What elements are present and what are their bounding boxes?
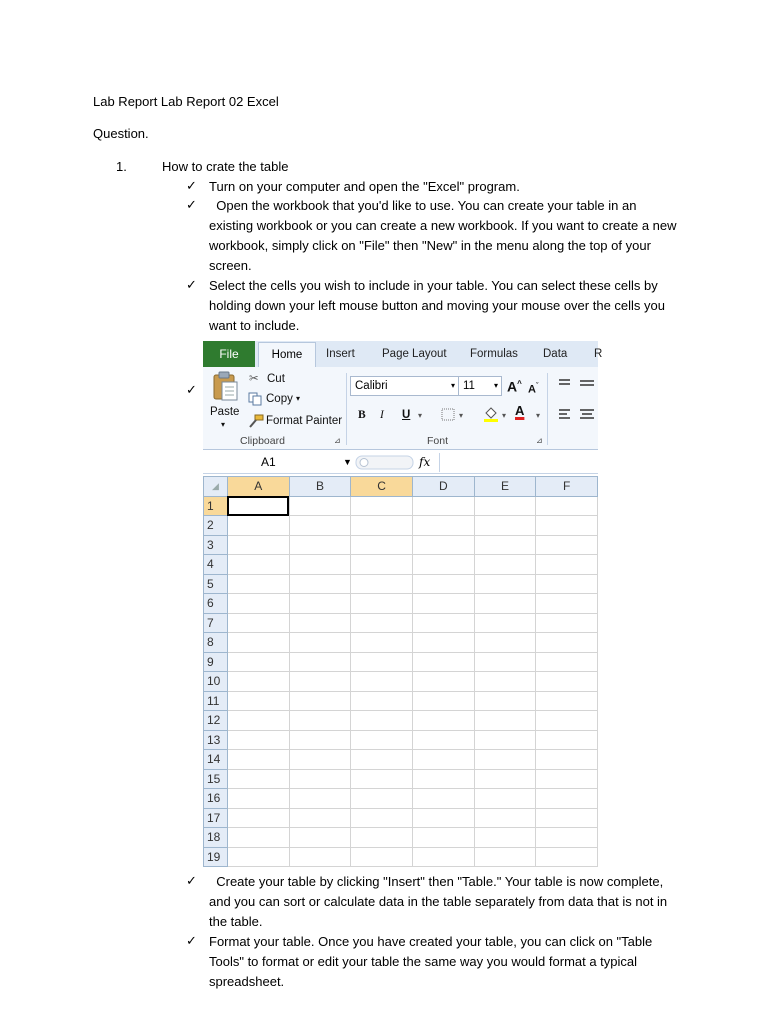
cell[interactable] [227, 652, 289, 672]
cell[interactable] [474, 789, 536, 809]
cell[interactable] [227, 789, 289, 809]
table-row [204, 730, 598, 750]
font-color-icon[interactable]: A [515, 403, 525, 418]
table-row [204, 633, 598, 653]
table-row [204, 496, 598, 516]
cell[interactable] [227, 691, 289, 711]
borders-icon[interactable] [441, 408, 455, 421]
active-cell[interactable] [227, 496, 289, 516]
cell[interactable] [351, 633, 413, 653]
name-box[interactable] [203, 453, 353, 472]
cell[interactable] [289, 496, 351, 516]
fill-color-icon[interactable] [482, 405, 500, 423]
cell[interactable] [289, 633, 351, 653]
table-row [204, 828, 598, 848]
cell[interactable] [412, 535, 474, 555]
name-box-value: A1 [261, 455, 276, 469]
cell[interactable] [227, 516, 289, 536]
cell[interactable] [474, 769, 536, 789]
cell[interactable] [474, 574, 536, 594]
cell[interactable] [536, 711, 598, 731]
check-icon: ✓ [186, 934, 197, 949]
column-header-a[interactable]: A [227, 477, 289, 497]
row-header[interactable]: 11 [204, 691, 228, 711]
row-header[interactable]: 6 [204, 594, 228, 614]
table-row [204, 750, 598, 770]
row-header[interactable]: 14 [204, 750, 228, 770]
cell[interactable] [474, 828, 536, 848]
cell[interactable] [474, 594, 536, 614]
question-label: Question. [93, 126, 149, 141]
formula-input[interactable] [439, 453, 599, 472]
row-header[interactable]: 12 [204, 711, 228, 731]
check-icon: ✓ [186, 198, 197, 213]
cell[interactable] [536, 594, 598, 614]
cell[interactable] [412, 691, 474, 711]
cell[interactable] [227, 828, 289, 848]
cell[interactable] [536, 730, 598, 750]
check-icon: ✓ [186, 179, 197, 194]
cell[interactable] [227, 847, 289, 867]
cell[interactable] [289, 730, 351, 750]
tab-page-layout[interactable]: Page Layout [382, 348, 447, 360]
cell[interactable] [289, 555, 351, 575]
cell[interactable] [351, 652, 413, 672]
chevron-down-icon[interactable]: ▼ [343, 457, 352, 467]
tab-insert[interactable]: Insert [326, 348, 355, 360]
cell[interactable] [536, 535, 598, 555]
cell[interactable] [289, 808, 351, 828]
divider [346, 373, 347, 445]
bold-button[interactable]: B [358, 409, 366, 421]
copy-icon[interactable] [248, 392, 263, 406]
cell[interactable] [536, 672, 598, 692]
column-header-b[interactable]: B [289, 477, 351, 497]
cell[interactable] [351, 516, 413, 536]
cell[interactable] [351, 750, 413, 770]
copy-dropdown-icon[interactable]: ▾ [296, 394, 301, 403]
format-painter-icon[interactable] [248, 414, 264, 428]
row-header[interactable]: 3 [204, 535, 228, 555]
cell[interactable] [474, 691, 536, 711]
cell[interactable] [536, 789, 598, 809]
paste-label[interactable]: Paste [210, 406, 240, 418]
cell[interactable] [474, 535, 536, 555]
cell[interactable] [536, 769, 598, 789]
cell[interactable] [412, 633, 474, 653]
italic-button[interactable]: I [380, 409, 384, 421]
cell[interactable] [412, 847, 474, 867]
row-header[interactable]: 19 [204, 847, 228, 867]
cell[interactable] [289, 574, 351, 594]
table-row [204, 555, 598, 575]
cell[interactable] [351, 789, 413, 809]
cell[interactable] [351, 769, 413, 789]
row-header[interactable]: 7 [204, 613, 228, 633]
row-header[interactable]: 16 [204, 789, 228, 809]
cell[interactable] [227, 555, 289, 575]
row-header[interactable]: 5 [204, 574, 228, 594]
formula-bar-scroll [355, 455, 415, 470]
cell[interactable] [351, 535, 413, 555]
align-top-icon[interactable] [558, 377, 598, 391]
row-header[interactable]: 1 [204, 496, 228, 516]
cell[interactable] [474, 496, 536, 516]
cell[interactable] [536, 847, 598, 867]
paste-icon[interactable] [211, 371, 239, 403]
row-header[interactable]: 9 [204, 652, 228, 672]
table-row [204, 672, 598, 692]
dialog-launcher-icon[interactable]: ⊿ [536, 436, 543, 445]
column-header-c[interactable]: C [351, 477, 413, 497]
bullet-text-2: Open the workbook that you'd like to use. You can create your table in an existing workbook or you can create a new workbook. If you want to create a new workbook, simply click on "File" then "New" in the menu along the top of your screen. [209, 198, 681, 273]
cell[interactable] [412, 711, 474, 731]
cell[interactable] [351, 847, 413, 867]
cell[interactable] [412, 574, 474, 594]
item-number: 1. [116, 159, 127, 174]
cell[interactable] [474, 516, 536, 536]
row-header[interactable]: 17 [204, 808, 228, 828]
format-painter-button[interactable]: Format Painter [266, 415, 343, 427]
cell[interactable] [412, 789, 474, 809]
cell[interactable] [289, 847, 351, 867]
cell[interactable] [474, 613, 536, 633]
tab-home[interactable]: Home [258, 342, 316, 369]
cell[interactable] [474, 711, 536, 731]
row-header[interactable]: 10 [204, 672, 228, 692]
cell[interactable] [351, 808, 413, 828]
check-icon: ✓ [186, 874, 197, 889]
cell[interactable] [412, 808, 474, 828]
tab-review[interactable]: R [594, 348, 603, 360]
cell[interactable] [412, 555, 474, 575]
font-size-select[interactable] [458, 376, 502, 396]
font-group-label: Font [427, 435, 449, 447]
cell[interactable] [412, 594, 474, 614]
chevron-down-icon: ▾ [450, 381, 455, 390]
row-header[interactable]: 2 [204, 516, 228, 536]
cell[interactable] [536, 555, 598, 575]
cell[interactable] [412, 652, 474, 672]
column-header-d[interactable]: D [412, 477, 474, 497]
table-row [204, 535, 598, 555]
shrink-font-icon[interactable]: $A^ˇ$ [528, 383, 539, 396]
chevron-down-icon[interactable]: ▾ [418, 411, 423, 420]
tab-data[interactable]: Data [543, 348, 568, 360]
cell[interactable] [227, 750, 289, 770]
cell[interactable] [227, 613, 289, 633]
font-size-value: 11 [463, 380, 475, 392]
document-title: Lab Report Lab Report 02 Excel [93, 94, 279, 109]
cell[interactable] [227, 711, 289, 731]
cell[interactable] [227, 574, 289, 594]
cell[interactable] [351, 496, 413, 516]
tab-file[interactable]: File [203, 341, 255, 367]
table-row [204, 691, 598, 711]
cell[interactable] [351, 828, 413, 848]
cell[interactable] [289, 750, 351, 770]
chevron-down-icon: ▾ [493, 381, 498, 390]
check-icon: ✓ [186, 278, 197, 293]
cell[interactable] [536, 516, 598, 536]
ribbon [203, 367, 598, 450]
cell[interactable] [289, 535, 351, 555]
underline-button[interactable]: U [402, 409, 411, 421]
item-heading: How to crate the table [162, 159, 289, 174]
cell[interactable] [289, 711, 351, 731]
cell[interactable] [536, 828, 598, 848]
cell[interactable] [474, 652, 536, 672]
font-name-select[interactable] [350, 376, 459, 396]
table-row [204, 574, 598, 594]
cell[interactable] [351, 711, 413, 731]
cell[interactable] [351, 555, 413, 575]
cell[interactable] [474, 672, 536, 692]
cell[interactable] [227, 769, 289, 789]
cell[interactable] [536, 613, 598, 633]
cell[interactable] [474, 730, 536, 750]
cell[interactable] [412, 613, 474, 633]
bullet-text-5: Format your table. Once you have created your table, you can click on "Table Tools" to format or edit your table the same way you would format a typical spreadsheet. [209, 934, 653, 989]
cell[interactable] [412, 730, 474, 750]
insert-function-icon[interactable]: fx [419, 455, 431, 469]
ribbon-tab-bar [203, 341, 603, 368]
table-row [204, 652, 598, 672]
cell[interactable] [536, 808, 598, 828]
row-header[interactable]: 15 [204, 769, 228, 789]
cell[interactable] [227, 594, 289, 614]
bullet-text-3: Select the cells you wish to include in your table. You can select these cells by holding down your left mouse button and moving your mouse over the cells you want to include. [209, 278, 665, 333]
dialog-launcher-icon[interactable]: ⊿ [334, 436, 341, 445]
row-header[interactable]: 18 [204, 828, 228, 848]
table-row [204, 789, 598, 809]
grow-font-icon[interactable]: A^ [507, 378, 522, 395]
cell[interactable] [351, 672, 413, 692]
bullet-text-1: Turn on your computer and open the "Excel" program. [209, 179, 520, 194]
column-header-e[interactable]: E [474, 477, 536, 497]
cell[interactable] [289, 789, 351, 809]
cell[interactable] [536, 750, 598, 770]
cell[interactable] [289, 672, 351, 692]
paste-dropdown-icon[interactable]: ▾ [221, 420, 226, 429]
cell[interactable] [227, 808, 289, 828]
cell[interactable] [536, 691, 598, 711]
cell[interactable] [289, 652, 351, 672]
cell[interactable] [412, 750, 474, 770]
cut-icon[interactable]: ✂ [249, 373, 259, 385]
cell[interactable] [351, 594, 413, 614]
row-header[interactable]: 8 [204, 633, 228, 653]
cell[interactable] [227, 633, 289, 653]
cell[interactable] [351, 574, 413, 594]
chevron-down-icon[interactable]: ▾ [459, 411, 464, 420]
chevron-down-icon[interactable]: ▾ [536, 411, 541, 420]
cell[interactable] [474, 808, 536, 828]
cell[interactable] [227, 672, 289, 692]
cut-button[interactable]: Cut [267, 373, 285, 385]
cell[interactable] [474, 847, 536, 867]
cell[interactable] [536, 574, 598, 594]
cell[interactable] [289, 828, 351, 848]
cell[interactable] [412, 516, 474, 536]
cell[interactable] [536, 633, 598, 653]
copy-button[interactable]: Copy [266, 393, 293, 405]
cell[interactable] [227, 535, 289, 555]
cell[interactable] [536, 652, 598, 672]
cell[interactable] [536, 496, 598, 516]
tab-formulas[interactable]: Formulas [470, 348, 518, 360]
check-icon: ✓ [186, 383, 197, 398]
row-header[interactable]: 13 [204, 730, 228, 750]
cell[interactable] [412, 769, 474, 789]
spreadsheet-grid [203, 476, 598, 867]
table-row [204, 516, 598, 536]
table-row [204, 847, 598, 867]
bullet-text-4: Create your table by clicking "Insert" then "Table." Your table is now complete, and you can sort or calculate data in the table separately from data that is not in the table. [209, 874, 671, 929]
clipboard-group-label: Clipboard [240, 435, 285, 447]
table-row [204, 613, 598, 633]
cell[interactable] [289, 691, 351, 711]
cell[interactable] [289, 769, 351, 789]
cell[interactable] [351, 730, 413, 750]
align-left-icon[interactable] [558, 408, 598, 422]
cell[interactable] [474, 555, 536, 575]
cell[interactable] [351, 691, 413, 711]
chevron-down-icon[interactable]: ▾ [502, 411, 507, 420]
table-row [204, 808, 598, 828]
column-header-f[interactable]: F [536, 477, 598, 497]
cell[interactable] [351, 613, 413, 633]
cell[interactable] [474, 750, 536, 770]
row-header[interactable]: 4 [204, 555, 228, 575]
cell[interactable] [289, 613, 351, 633]
divider [547, 373, 548, 445]
table-row [204, 769, 598, 789]
cell[interactable] [289, 516, 351, 536]
table-row [204, 594, 598, 614]
cell[interactable] [412, 828, 474, 848]
font-name-value: Calibri [355, 380, 388, 392]
select-all-corner[interactable]: ◢ [204, 477, 228, 497]
formula-bar [203, 453, 598, 474]
cell[interactable] [412, 496, 474, 516]
cell[interactable] [474, 633, 536, 653]
excel-screenshot [203, 341, 603, 865]
table-row [204, 711, 598, 731]
cell[interactable] [227, 730, 289, 750]
cell[interactable] [412, 672, 474, 692]
cell[interactable] [289, 594, 351, 614]
